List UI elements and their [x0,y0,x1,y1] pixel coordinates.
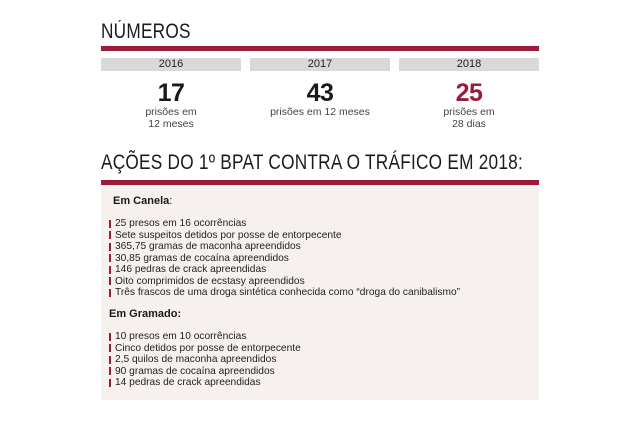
list-item [109,331,301,343]
list-item [109,354,301,366]
canela-label: Em Canela [113,195,170,207]
stat-2016 [101,58,241,130]
list-item [109,343,301,355]
canela-heading [113,195,172,207]
list-item-text: 146 pedras de crack apreendidas [115,264,267,275]
list-item-text: Oito comprimidos de ecstasy apreendidos [115,275,305,287]
list-item-text: 30,85 gramas de cocaína apreendidos [115,252,289,264]
numeros-rule [101,46,539,51]
bullet-mark [109,367,111,375]
gramado-list [109,331,301,389]
list-item [109,218,460,230]
list-item-text: 90 gramas de cocaína apreendidos [115,365,275,377]
stat-description-line: prisões em 12 meses [270,106,370,118]
stat-value: 17 [157,79,185,107]
gramado-heading: Em Gramado: [109,308,182,320]
year-label: 2018 [399,58,539,71]
list-item-text: 25 presos em 16 ocorrências [115,218,247,229]
bullet-mark [109,289,111,297]
bullet-mark [109,356,111,364]
list-item-text: Cinco detidos por posse de entorpecente [115,342,301,354]
acoes-panel [101,185,539,400]
stat-2018 [399,58,539,130]
list-item [109,241,460,253]
year-label: 2017 [250,58,390,71]
stat-description [101,107,241,130]
list-item [109,276,460,288]
list-item [109,253,460,265]
list-item [109,230,460,242]
stat-value-highlight: 25 [455,79,483,107]
stat-description-line: prisões em [145,106,197,118]
stats-row [101,58,539,130]
stat-description-line: 28 dias [452,117,486,130]
bullet-mark [109,266,111,274]
list-item [109,377,301,389]
bullet-mark [109,379,111,387]
stat-description [250,107,390,119]
bullet-mark [109,254,111,262]
list-item-text: 10 presos em 10 ocorrências [115,331,247,342]
year-label: 2016 [101,58,241,71]
canela-list [109,218,460,299]
bullet-mark [109,243,111,251]
stat-description [399,107,539,130]
bullet-mark [109,333,111,341]
numeros-title: NÚMEROS [101,20,191,43]
list-item [109,264,460,276]
list-item-text: 14 pedras de crack apreendidas [115,377,261,388]
stat-description-line: prisões em [443,106,495,118]
list-item [109,287,460,299]
list-item-text: 365,75 gramas de maconha apreendidos [115,241,301,252]
bullet-mark [109,231,111,239]
bullet-mark [109,277,111,285]
bullet-mark [109,220,111,228]
stat-2017 [250,58,390,130]
stat-value: 43 [306,79,334,107]
list-item-text: Três frascos de uma droga sintética conhecida como “droga do canibalismo” [115,287,461,298]
list-item-text: Sete suspeitos detidos por posse de entorpecente [115,229,342,241]
canela-colon: : [169,195,173,207]
list-item-text: 2,5 quilos de maconha apreendidos [115,354,277,365]
acoes-title: AÇÕES DO 1º BPAT CONTRA O TRÁFICO EM 2018: [101,151,524,174]
bullet-mark [109,344,111,352]
stat-description-line: 12 meses [148,117,194,130]
list-item [109,366,301,378]
